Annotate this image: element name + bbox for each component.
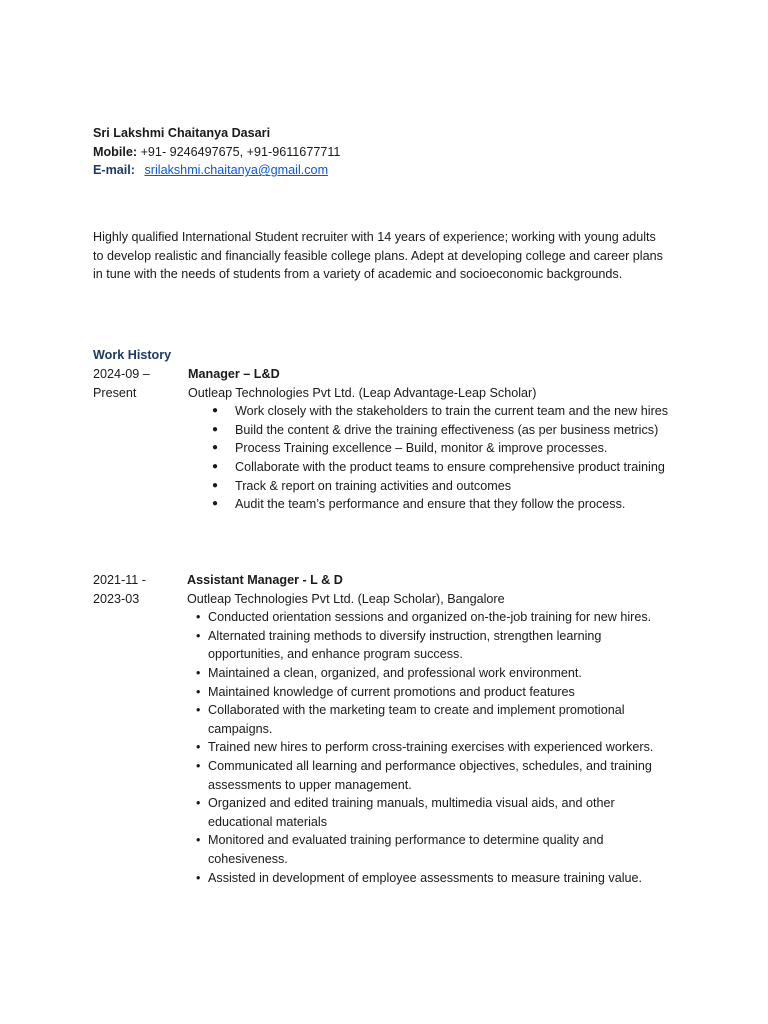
list-item: • Assisted in development of employee assessments to measure training value. [208,869,663,888]
list-item: • Trained new hires to perform cross-training exercises with experienced workers. [208,738,663,757]
list-item: • Organized and edited training manuals, multimedia visual aids, and other educational materials [208,794,663,831]
list-item: • Conducted orientation sessions and organized on-the-job training for new hires. [208,608,663,627]
list-item: • Collaborated with the marketing team to create and implement promotional campaigns. [208,701,663,738]
job-dates [93,571,183,608]
list-item: ● Build the content & drive the training effectiveness (as per business metrics) [235,421,683,440]
mobile-label: Mobile: [93,144,138,159]
job-title: Assistant Manager - L & D [187,573,343,587]
job-date-start: 2024-09 – [93,367,150,381]
candidate-name: Sri Lakshmi Chaitanya Dasari [93,126,271,140]
list-item: ● Audit the team’s performance and ensure that they follow the process. [235,495,683,514]
list-item: ● Work closely with the stakeholders to train the current team and the new hires [235,402,683,421]
job-dates [93,365,183,402]
list-item: • Monitored and evaluated training performance to determine quality and cohesiveness. [208,831,663,868]
job-bullet-list [187,608,663,887]
job-company: Outleap Technologies Pvt Ltd. (Leap Scholar), Bangalore [187,591,505,606]
email-line [93,161,340,180]
job-bullet-list [188,402,683,514]
list-item: • Alternated training methods to diversify instruction, strengthen learning opportunities, and enhance program success. [208,627,663,664]
email-label: E-mail: [93,163,135,178]
mobile-value: +91- 9246497675, +91-9611677711 [140,144,341,159]
mobile-line [93,143,340,162]
job-details [188,365,683,514]
job-title: Manager – L&D [188,367,280,381]
list-item: • Communicated all learning and performance objectives, schedules, and training assessments to upper management. [208,757,663,794]
job-date-end: 2023-03 [93,591,140,606]
list-item: • Maintained knowledge of current promotions and product features [208,683,663,702]
job-details [187,571,682,887]
list-item: ● Process Training excellence – Build, monitor & improve processes. [235,439,683,458]
job-date-end: Present [93,385,137,400]
contact-header [93,124,340,180]
email-link[interactable]: srilakshmi.chaitanya@gmail.com [144,163,329,178]
list-item: ● Collaborate with the product teams to ensure comprehensive product training [235,458,683,477]
job-date-start: 2021-11 - [93,573,146,587]
professional-summary: Highly qualified International Student recruiter with 14 years of experience; working with young adults to develop realistic and financially feasible college plans. Adept at developing college and career plans in tune with the needs of students from a variety of academic and socioeconomic backgrounds. [93,230,663,282]
work-history-heading: Work History [93,348,172,362]
job-company: Outleap Technologies Pvt Ltd. (Leap Advantage-Leap Scholar) [188,385,537,400]
list-item: ● Track & report on training activities and outcomes [235,477,683,496]
list-item: • Maintained a clean, organized, and professional work environment. [208,664,663,683]
